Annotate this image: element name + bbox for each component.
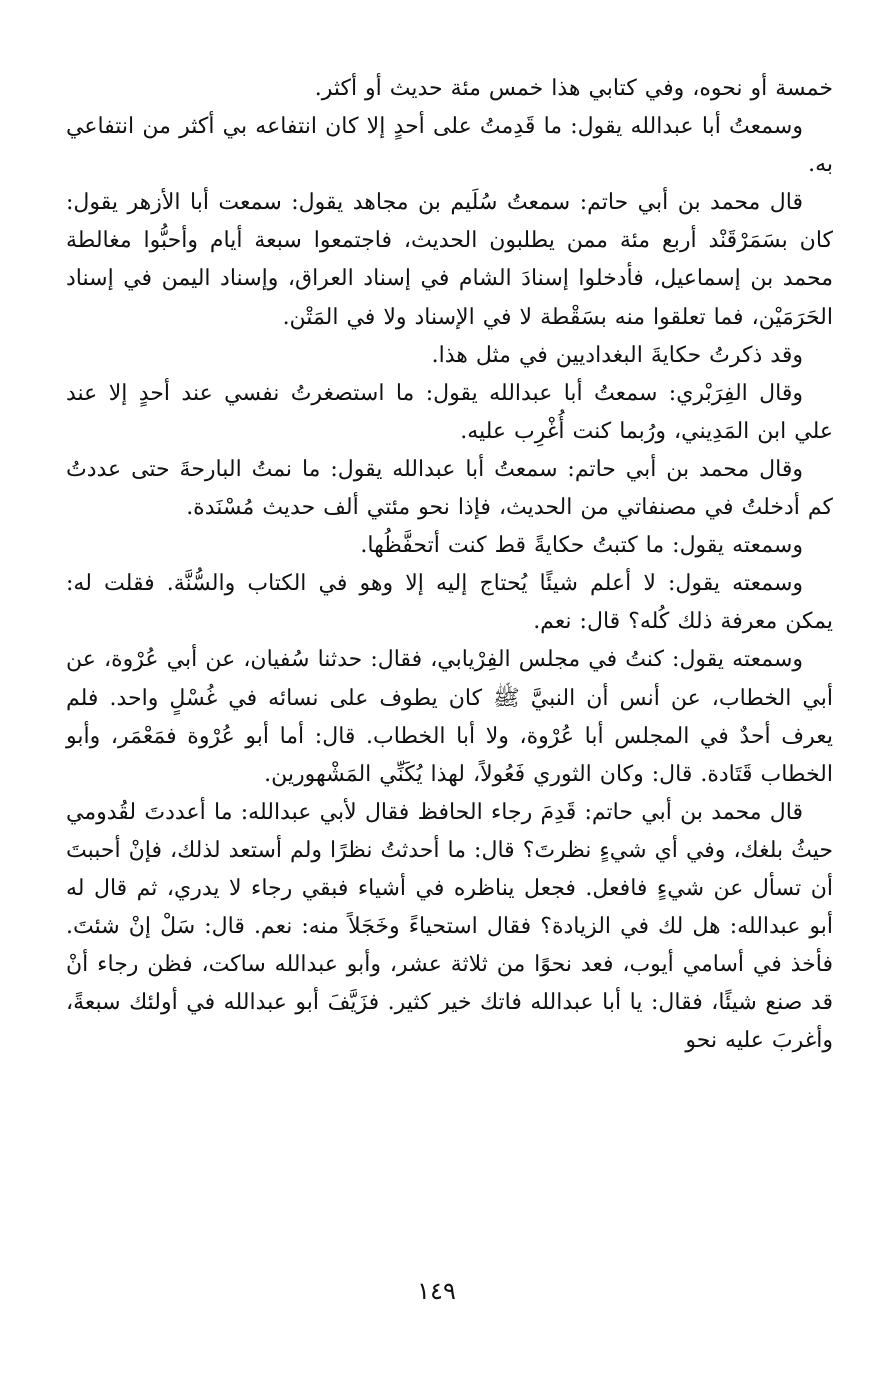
paragraph: وقال محمد بن أبي حاتم: سمعتُ أبا عبدالله يقول: ما نمتُ البارحةَ حتى عددتُ كم أدخلتُ في مصنفاتي من الحديث، فإذا نحو مئتي ألف حديث مُسْنَدة. bbox=[66, 456, 833, 521]
body-text bbox=[66, 70, 833, 1060]
paragraph: قال محمد بن أبي حاتم: سمعتُ سُلَيم بن مجاهد يقول: سمعت أبا الأزهر يقول: كان بسَمَرْقَنْد أربع مئة ممن يطلبون الحديث، فاجتمعوا سبعة أيام وأحبُّوا مغالطة محمد بن إسماعيل، فأدخلوا إسنادَ الشام في إسناد العراق، وإسناد اليمن في إسناد الحَرَمَيْن، فما تعلقوا منه بسَقْطة لا في الإسناد ولا في المَتْن. bbox=[66, 190, 833, 330]
paragraph: وسمعتُ أبا عبدالله يقول: ما قَدِمتُ على أحدٍ إلا كان انتفاعه بي أكثر من انتفاعي به. bbox=[66, 114, 833, 178]
paragraph: وقد ذكرتُ حكايةَ البغداديين في مثل هذا. bbox=[431, 342, 803, 368]
paragraph: قال محمد بن أبي حاتم: قَدِمَ رجاء الحافظ فقال لأبي عبدالله: ما أعددتَ لقُدومي حيثُ بلغك، وفي أي شيءٍ نظرتَ؟ قال: ما أحدثتُ نظرًا ولم أستعد لذلك، فإنْ أحببتَ أن تسأل عن شيءٍ فافعل. فجعل يناظره في أشياء فبقي رجاء لا يدري، ثم قال له أبو عبدالله: هل لك في الزيادة؟ فقال استحياءً وخَجَلاً منه: نعم. قال: سَلْ إنْ شئتَ. فأخذ في أسامي أيوب، فعد نحوًا من ثلاثة عشر، وأبو عبدالله ساكت، فظن رجاء أنْ قد صنع شيئًا، فقال: يا أبا عبدالله فاتك خير كثير. فزَيَّفَ أبو عبدالله في أولئك سبعةً، وأغربَ عليه نحو bbox=[66, 799, 833, 1054]
paragraph: وسمعته يقول: كنتُ في مجلس الفِرْيابي، فقال: حدثنا سُفيان، عن أبي عُرْوة، عن أبي الخطاب، عن أنس أن النبيَّ ﷺ كان يطوف على نسائه في غُسْلٍ واحد. فلم يعرف أحدٌ في المجلس أبا عُرْوة، ولا أبا الخطاب. قال: أما أبو عُرْوة فمَعْمَر، وأبو الخطاب قَتَادة. قال: وكان الثوري فَعُولاً، لهذا يُكَنِّي المَشْهورين. bbox=[66, 647, 833, 787]
paragraph: خمسة أو نحوه، وفي كتابي هذا خمس مئة حديث أو أكثر. bbox=[314, 76, 833, 101]
page-number: ١٤٩ bbox=[417, 1277, 456, 1305]
paragraph: وقال الفِرَبْري: سمعتُ أبا عبدالله يقول: ما استصغرتُ نفسي عند أحدٍ إلا عند علي ابن المَدِيني، ورُبما كنت أُغْرِب عليه. bbox=[66, 380, 833, 444]
paragraph: وسمعته يقول: ما كتبتُ حكايةً قط كنت أتحفَّظُها. bbox=[360, 533, 803, 559]
paragraph: وسمعته يقول: لا أعلم شيئًا يُحتاج إليه إلا وهو في الكتاب والسُّنَّة. فقلت له: يمكن معرفة ذلك كُله؟ قال: نعم. bbox=[66, 571, 833, 635]
